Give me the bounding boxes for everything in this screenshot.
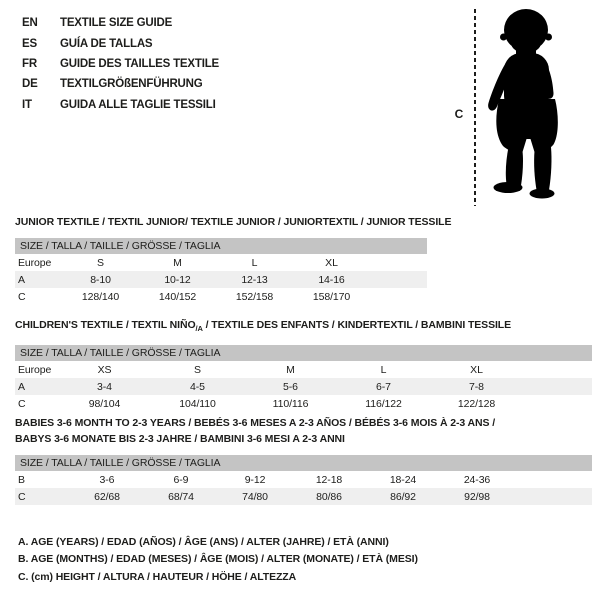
toddler-silhouette xyxy=(481,7,573,207)
title-line: BABIES 3-6 MONTH TO 2-3 YEARS / BEBÉS 3-6 MESES A 2-3 AÑOS / BÉBÉS 3-6 MOIS À 2-3 ANS / xyxy=(15,417,496,429)
title-text: CHILDREN'S TEXTILE / TEXTIL NIÑO xyxy=(15,319,196,331)
empty-cell xyxy=(370,271,427,288)
size-value: 8-10 xyxy=(62,271,139,288)
table-row xyxy=(15,271,427,288)
empty-cell xyxy=(523,361,592,378)
language-code: EN xyxy=(22,17,38,30)
empty-cell xyxy=(370,288,427,305)
table-row xyxy=(15,361,592,378)
row-label: Europe xyxy=(18,256,52,269)
height-measure-line xyxy=(474,9,476,206)
row-label: C xyxy=(18,397,26,410)
size-header-bar: SIZE / TALLA / TAILLE / GRÖSSE / TAGLIA xyxy=(15,238,427,254)
row-label: Europe xyxy=(18,363,52,376)
size-header-bar: SIZE / TALLA / TAILLE / GRÖSSE / TAGLIA xyxy=(15,455,592,471)
size-value: 7-8 xyxy=(430,378,523,395)
size-value: S xyxy=(97,256,104,269)
size-value: 68/74 xyxy=(144,488,218,505)
language-item xyxy=(22,54,219,74)
table-row xyxy=(15,288,427,305)
table-title xyxy=(15,416,592,447)
size-value: 10-12 xyxy=(139,271,216,288)
table-row xyxy=(15,488,592,505)
table-title xyxy=(15,319,592,335)
figure-height-label: C xyxy=(454,107,464,121)
size-value: M xyxy=(173,256,182,269)
language-code: DE xyxy=(22,78,38,91)
table-row xyxy=(15,378,592,395)
empty-cell xyxy=(523,378,592,395)
language-title: GUIDA ALLE TAGLIE TESSILI xyxy=(60,98,216,111)
childrens-size-table xyxy=(15,345,592,412)
language-item xyxy=(22,33,219,53)
row-label: A xyxy=(15,271,62,288)
empty-cell xyxy=(514,471,592,488)
row-label: B xyxy=(18,473,25,486)
empty-cell xyxy=(370,254,427,271)
legend xyxy=(18,536,418,588)
size-value: S xyxy=(194,363,201,376)
language-code: IT xyxy=(22,98,32,111)
size-value: 140/152 xyxy=(158,290,197,303)
junior-size-table xyxy=(15,238,427,305)
legend-line: A. AGE (YEARS) / EDAD (AÑOS) / ÂGE (ANS) / ALTER (JAHRE) / ETÀ (ANNI) xyxy=(18,536,389,548)
size-value: L xyxy=(380,363,387,376)
language-item xyxy=(22,13,219,33)
size-value: 74/80 xyxy=(218,488,292,505)
size-value: XL xyxy=(470,363,483,376)
size-value: 5-6 xyxy=(244,378,337,395)
size-value: 3-4 xyxy=(58,378,151,395)
empty-cell xyxy=(514,488,592,505)
size-header-bar: SIZE / TALLA / TAILLE / GRÖSSE / TAGLIA xyxy=(15,345,592,361)
title-subscript: /A xyxy=(195,324,203,334)
childrens-textile-section xyxy=(15,319,592,412)
size-value: 128/140 xyxy=(81,290,120,303)
size-value: 62/68 xyxy=(70,488,144,505)
size-value: 80/86 xyxy=(292,488,366,505)
size-value: XL xyxy=(325,256,338,269)
table-row xyxy=(15,395,592,412)
size-value: 6-9 xyxy=(173,473,189,486)
language-title: GUIDE DES TAILLES TEXTILE xyxy=(60,57,219,70)
size-value: 3-6 xyxy=(99,473,115,486)
size-value: XS xyxy=(97,363,112,376)
language-title: TEXTILGRÖßENFÜHRUNG xyxy=(60,78,203,91)
empty-cell xyxy=(523,395,592,412)
size-value: 98/104 xyxy=(88,397,121,410)
row-label: C xyxy=(18,290,26,303)
size-value: 104/110 xyxy=(179,397,216,410)
size-value: 9-12 xyxy=(244,473,266,486)
size-value: 14-16 xyxy=(293,271,370,288)
language-item xyxy=(22,74,219,94)
size-value: 110/116 xyxy=(272,397,309,410)
language-title: GUÍA DE TALLAS xyxy=(60,37,153,50)
size-value: 116/122 xyxy=(365,397,402,410)
size-value: L xyxy=(251,256,258,269)
size-value: 152/158 xyxy=(235,290,274,303)
size-value: 4-5 xyxy=(151,378,244,395)
size-value: M xyxy=(286,363,295,376)
language-item xyxy=(22,95,219,115)
legend-line: B. AGE (MONTHS) / EDAD (MESES) / ÂGE (MOIS) / ALTER (MONATE) / ETÀ (MESI) xyxy=(18,553,418,566)
size-value: 86/92 xyxy=(366,488,440,505)
row-label: C xyxy=(15,488,70,505)
language-title: TEXTILE SIZE GUIDE xyxy=(60,17,173,30)
size-value: 92/98 xyxy=(440,488,514,505)
table-title: JUNIOR TEXTILE / TEXTIL JUNIOR/ TEXTILE JUNIOR / JUNIORTEXTIL / JUNIOR TESSILE xyxy=(15,216,452,228)
language-title-list xyxy=(22,13,219,115)
language-code: ES xyxy=(22,37,37,50)
size-value: 18-24 xyxy=(389,473,417,486)
babies-textile-section xyxy=(15,416,592,505)
size-value: 158/170 xyxy=(312,290,351,303)
size-value: 6-7 xyxy=(337,378,430,395)
title-line: BABYS 3-6 MONATE BIS 2-3 JAHRE / BAMBINI 3-6 MESI A 2-3 ANNI xyxy=(15,432,345,445)
title-text: / TEXTILE DES ENFANTS / KINDERTEXTIL / BAMBINI TESSILE xyxy=(202,319,512,331)
babies-size-table xyxy=(15,455,592,505)
size-value: 12-13 xyxy=(216,271,293,288)
table-row xyxy=(15,471,592,488)
size-value: 12-18 xyxy=(315,473,343,486)
legend-line: C. (cm) HEIGHT / ALTURA / HAUTEUR / HÖHE / ALTEZZA xyxy=(18,570,297,583)
table-row xyxy=(15,254,427,271)
row-label: A xyxy=(15,378,58,395)
language-code: FR xyxy=(22,57,37,70)
size-value: 122/128 xyxy=(457,397,496,410)
size-value: 24-36 xyxy=(463,473,491,486)
junior-textile-section xyxy=(15,216,452,305)
